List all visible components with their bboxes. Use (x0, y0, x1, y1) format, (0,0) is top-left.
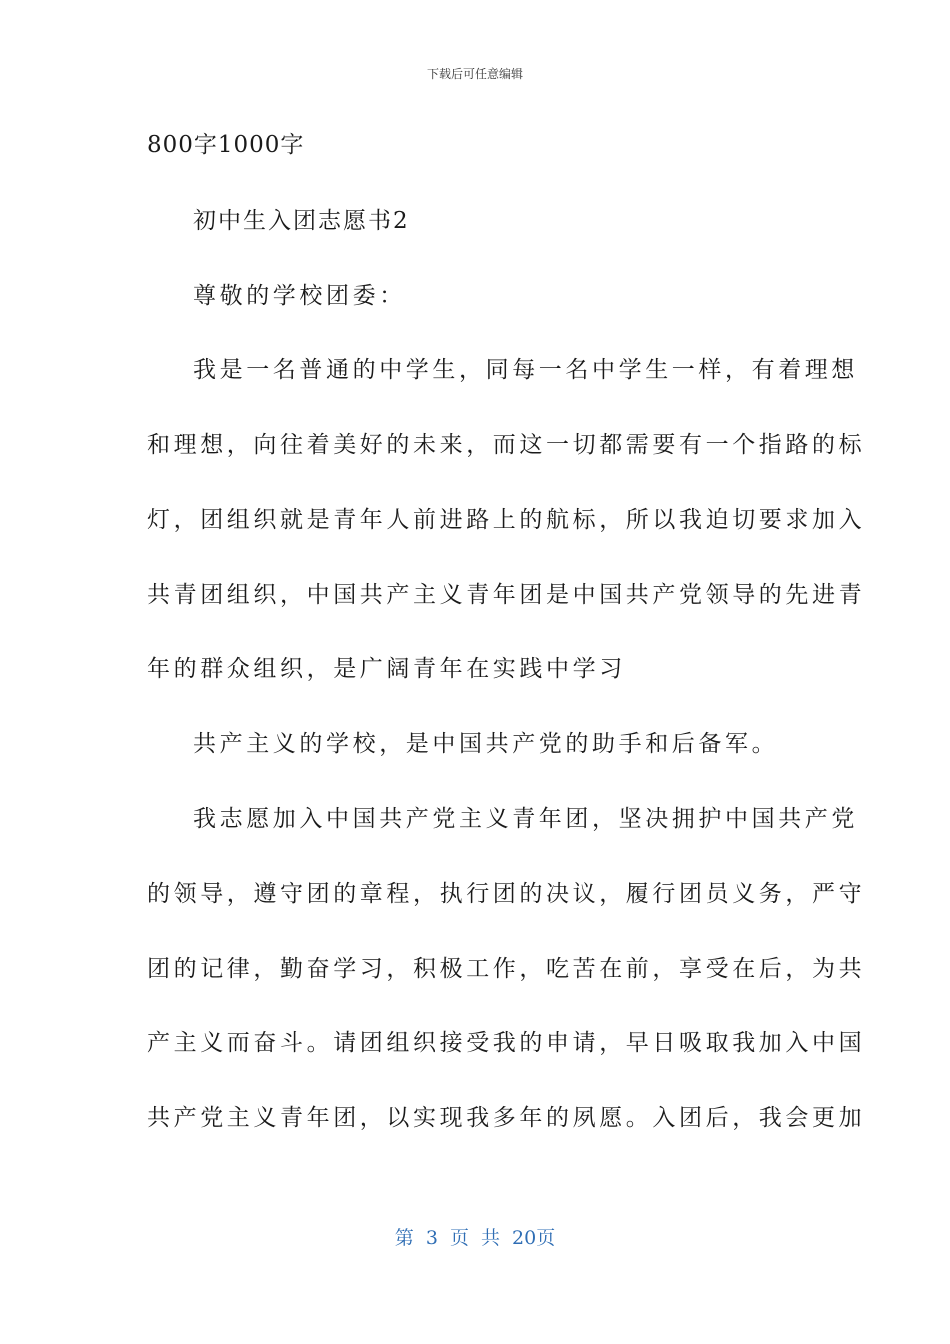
paragraph-line: 共青团组织，中国共产主义青年团是中国共产党领导的先进青 (147, 582, 866, 608)
text-line-word-count: 800字1000字 (147, 132, 305, 158)
page-header: 下载后可任意编辑 (426, 67, 523, 81)
paragraph-line: 产主义而奋斗。请团组织接受我的申请，早日吸取我加入中国 (147, 1030, 866, 1056)
page-number-footer: 第 3 页 共 20页 (394, 1227, 556, 1249)
paragraph-line: 我志愿加入中国共产党主义青年团，坚决拥护中国共产党 (193, 806, 858, 832)
paragraph-line: 共产党主义青年团，以实现我多年的夙愿。入团后，我会更加 (147, 1105, 866, 1131)
paragraph-line: 团的记律，勤奋学习，积极工作，吃苦在前，享受在后，为共 (147, 956, 866, 982)
paragraph-line: 我是一名普通的中学生，同每一名中学生一样，有着理想 (193, 357, 858, 383)
document-title: 初中生入团志愿书2 (193, 208, 410, 234)
paragraph-line: 灯，团组织就是青年人前进路上的航标，所以我迫切要求加入 (147, 507, 866, 533)
paragraph-line: 的领导，遵守团的章程，执行团的决议，履行团员义务，严守 (147, 881, 866, 907)
paragraph-line: 年的群众组织，是广阔青年在实践中学习 (147, 656, 626, 682)
paragraph-line: 和理想，向往着美好的未来，而这一切都需要有一个指路的标 (147, 432, 866, 458)
salutation: 尊敬的学校团委： (193, 283, 406, 309)
paragraph-line: 共产主义的学校，是中国共产党的助手和后备军。 (193, 731, 779, 757)
